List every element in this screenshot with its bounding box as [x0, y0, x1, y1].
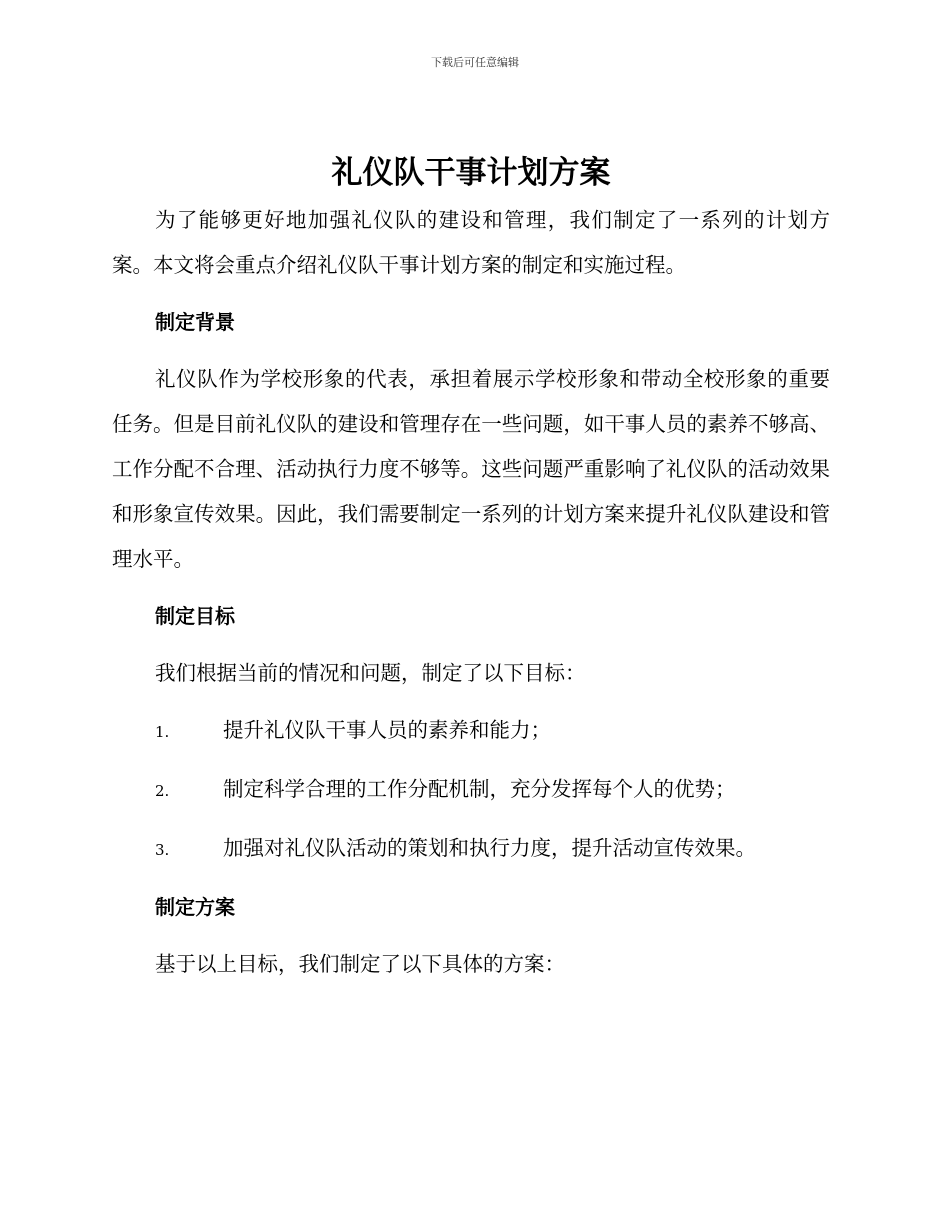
list-item-text: 加强对礼仪队活动的策划和执行力度，提升活动宣传效果。	[223, 836, 756, 860]
document-body	[112, 148, 830, 999]
list-item-number: 3.	[155, 841, 170, 859]
section-heading-background: 制定背景	[155, 310, 235, 334]
intro-paragraph: 为了能够更好地加强礼仪队的建设和管理，我们制定了一系列的计划方案。本文将会重点介绍礼仪队干事计划方案的制定和实施过程。	[112, 208, 830, 277]
list-item-number: 2.	[155, 782, 170, 800]
list-item	[155, 708, 830, 755]
list-item-text: 制定科学合理的工作分配机制，充分发挥每个人的优势；	[223, 777, 736, 801]
document-title: 礼仪队干事计划方案	[331, 155, 611, 191]
list-item-number: 1.	[155, 723, 170, 741]
section-heading-goals: 制定目标	[155, 604, 235, 628]
list-item-text: 提升礼仪队干事人员的素养和能力；	[223, 718, 551, 742]
plan-lead: 基于以上目标，我们制定了以下具体的方案：	[155, 952, 565, 976]
background-paragraph: 礼仪队作为学校形象的代表，承担着展示学校形象和带动全校形象的重要任务。但是目前礼仪队的建设和管理存在一些问题，如干事人员的素养不够高、工作分配不合理、活动执行力度不够等。这些问题严重影响了礼仪队的活动效果和形象宣传效果。因此，我们需要制定一系列的计划方案来提升礼仪队建设和管理水平。	[112, 367, 830, 571]
header-note: 下载后可任意编辑	[431, 56, 519, 69]
section-heading-plan: 制定方案	[155, 895, 235, 919]
goals-list	[112, 708, 830, 873]
list-item	[155, 826, 830, 873]
goals-lead: 我们根据当前的情况和问题，制定了以下目标：	[155, 661, 586, 685]
list-item	[155, 767, 830, 814]
